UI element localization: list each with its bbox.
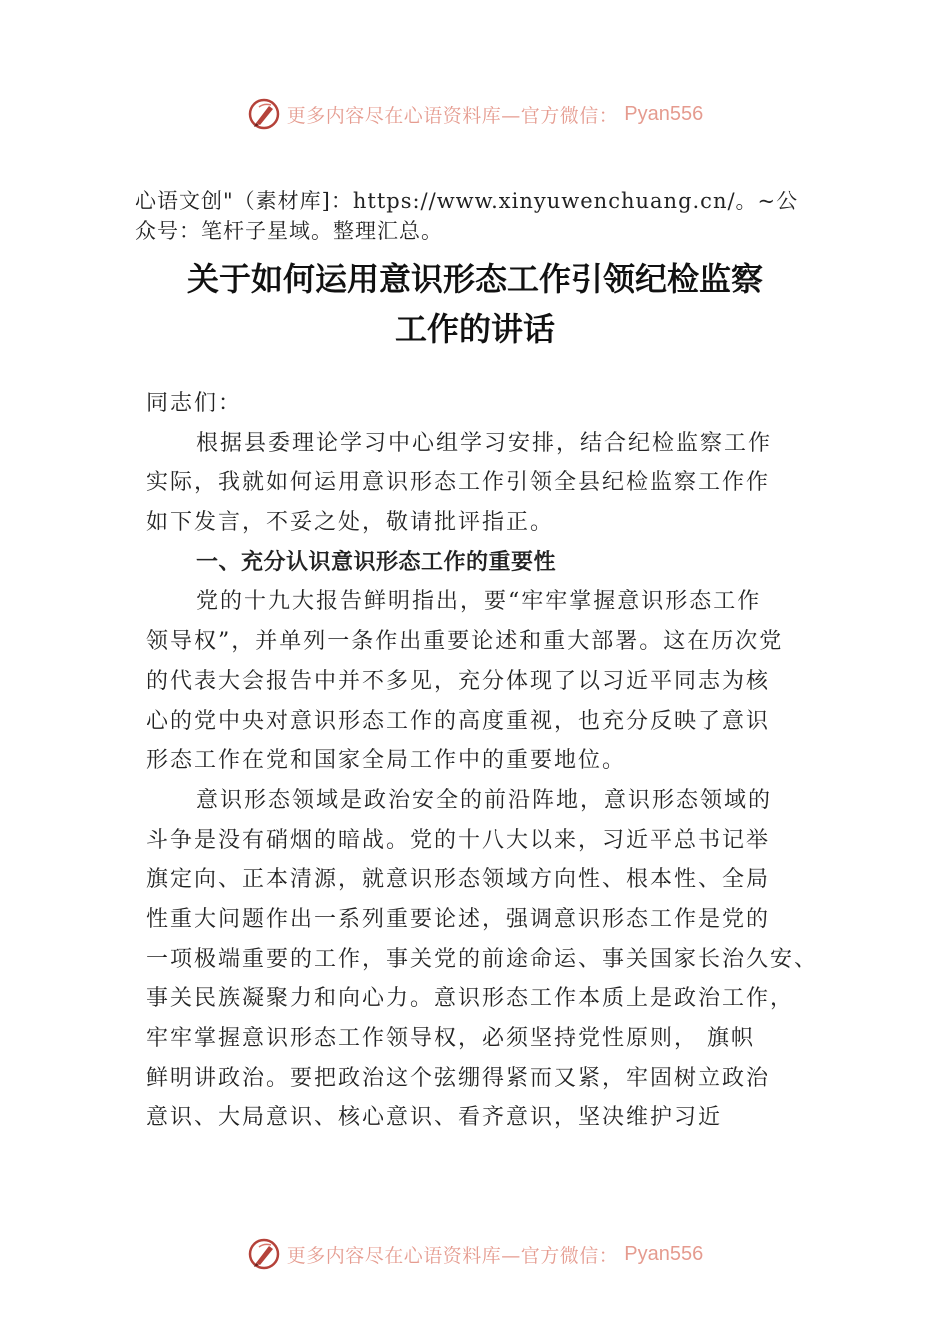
wechat-id: Pyan556: [624, 1242, 704, 1265]
source-note: 心语文创"（素材库]：https://www.xinyuwenchuang.cn/。~公 众号：笔杆子星域。整理汇总。: [135, 189, 799, 243]
paragraph-line: 如下发言，不妥之处，敬请批评指正。: [146, 510, 555, 536]
paragraph-line: 意识、大局意识、核心意识、看齐意识，坚决维护习近: [146, 1105, 723, 1131]
paragraph-line: 旗定向、正本清源，就意识形态领域方向性、根本性、全局: [146, 867, 771, 893]
title-line-1: 关于如何运用意识形态工作引领纪检监察: [186, 260, 763, 298]
salutation: 同志们：: [146, 391, 243, 416]
paragraph-line: 形态工作在党和国家全局工作中的重要地位。: [146, 748, 627, 774]
title-line-2: 工作的讲话: [394, 310, 555, 348]
paragraph-line: 的代表大会报告中并不多见，充分体现了以习近平同志为核: [146, 668, 771, 694]
paragraph-line: 实际，我就如何运用意识形态工作引领全县纪检监察工作作: [146, 470, 771, 496]
paragraph-line: 领导权”，并单列一条作出重要论述和重大部署。这在历次党: [146, 629, 784, 655]
pen-logo-icon: [247, 97, 281, 131]
header-watermark-banner: [0, 94, 950, 134]
paragraph-line: 牢牢掌握意识形态工作领导权，必须坚持党性原则， 旗帜: [146, 1026, 755, 1051]
paragraph-line: 意识形态领域是政治安全的前沿阵地，意识形态领域的: [196, 787, 773, 813]
section-heading: 一、充分认识意识形态工作的重要性: [196, 549, 557, 575]
wechat-id: Pyan556: [624, 102, 704, 125]
footer-watermark-banner: [0, 1234, 950, 1274]
banner-text: 更多内容尽在心语资料库—官方微信：: [286, 1244, 619, 1267]
paragraph-line: 事关民族凝聚力和向心力。意识形态工作本质上是政治工作，: [146, 986, 795, 1012]
paragraph-line: 性重大问题作出一系列重要论述，强调意识形态工作是党的: [146, 906, 771, 932]
paragraph-line: 鲜明讲政治。要把政治这个弦绷得紧而又紧，牢固树立政治: [146, 1065, 771, 1091]
paragraph-line: 根据县委理论学习中心组学习安排，结合纪检监察工作: [196, 430, 773, 456]
pen-logo-icon: [247, 1237, 281, 1271]
banner-text: 更多内容尽在心语资料库—官方微信：: [286, 104, 619, 127]
paragraph-line: 斗争是没有硝烟的暗战。党的十八大以来，习近平总书记举: [146, 827, 771, 853]
document-title: [0, 254, 950, 354]
paragraph-line: 心的党中央对意识形态工作的高度重视，也充分反映了意识: [146, 708, 771, 734]
speech-body: [146, 384, 846, 1138]
paragraph-line: 一项极端重要的工作，事关党的前途命运、事关国家长治久安、: [146, 946, 819, 972]
paragraph-line: 党的十九大报告鲜明指出，要“牢牢掌握意识形态工作: [196, 589, 762, 615]
